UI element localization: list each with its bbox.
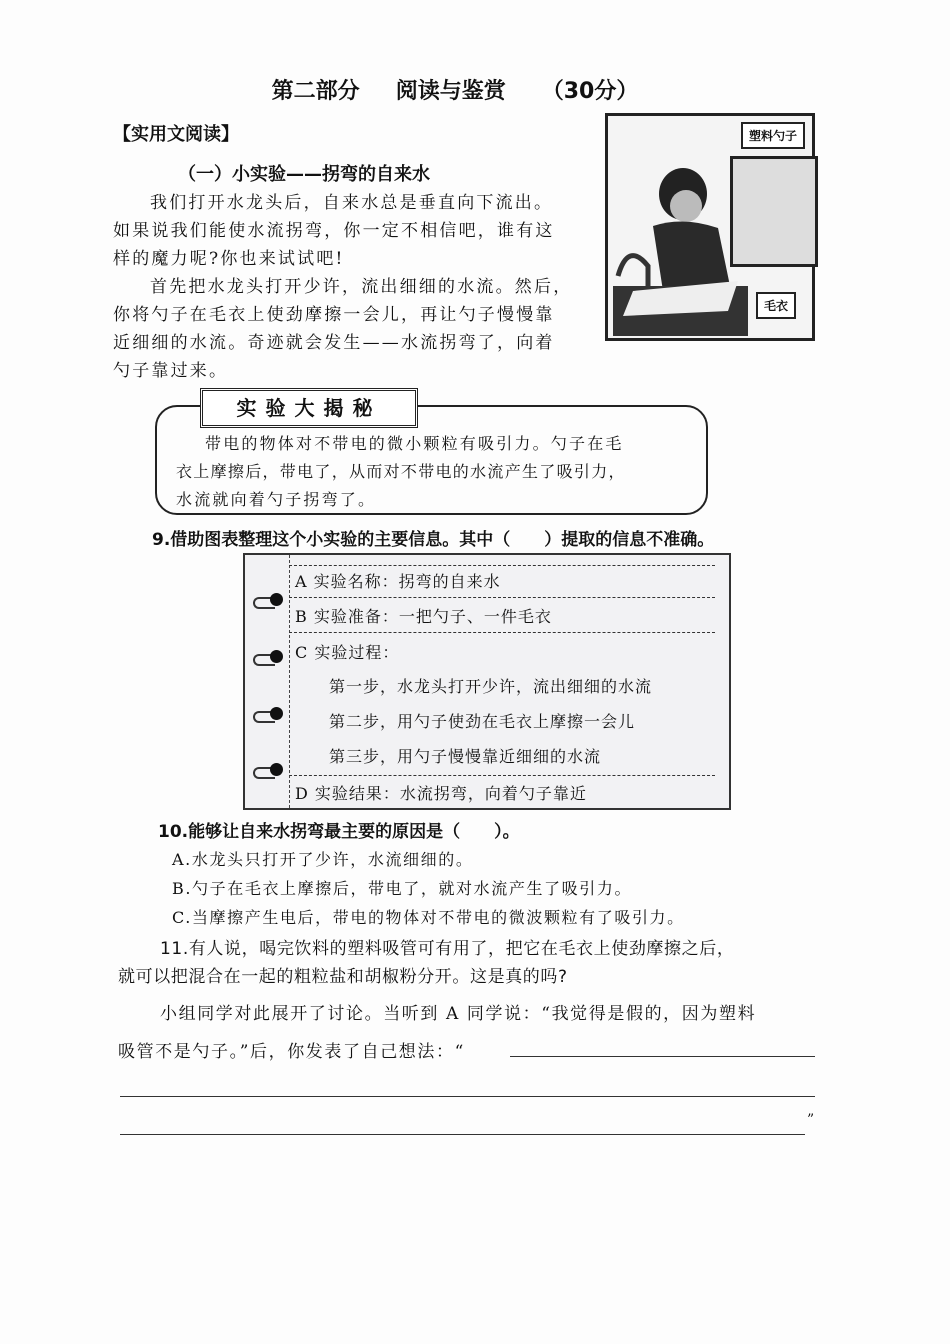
divider	[289, 597, 715, 598]
article-line: 如果说我们能使水流拐弯，你一定不相信吧，谁有这	[113, 221, 555, 241]
secret-line: 水流就向着勺子拐弯了。	[176, 490, 377, 509]
note-step: 第一步，水龙头打开少许，流出细细的水流	[329, 677, 653, 696]
section-label: 阅读与鉴赏	[395, 79, 506, 104]
question-9: 9.借助图表整理这个小实验的主要信息。其中（ ）提取的信息不准确。	[152, 530, 715, 550]
notes-card	[243, 553, 731, 810]
answer-line[interactable]	[510, 1056, 815, 1057]
section-heading: 【实用文阅读】	[113, 124, 239, 145]
discussion-line: 吸管不是勺子。”后，你发表了自己想法：“	[118, 1042, 465, 1062]
divider	[289, 632, 715, 633]
note-a: A 实验名称：拐弯的自来水	[295, 572, 501, 591]
article-line: 近细细的水流。奇迹就会发生——水流拐弯了，向着	[113, 333, 555, 353]
closing-quote: ”	[807, 1112, 815, 1128]
binder-ring	[253, 763, 283, 777]
secret-line: 带电的物体对不带电的微小颗粒有吸引力。勺子在毛	[205, 434, 624, 453]
note-c: C 实验过程：	[295, 643, 400, 662]
experiment-illustration	[605, 113, 815, 341]
margin-line	[289, 555, 290, 808]
divider	[289, 565, 715, 566]
secret-box-title: 实验大揭秘	[200, 388, 418, 428]
discussion-line: 小组同学对此展开了讨论。当听到 A 同学说：“我觉得是假的，因为塑料	[160, 1004, 757, 1024]
sweater-label: 毛衣	[756, 292, 796, 319]
divider	[289, 775, 715, 776]
article-line: 你将勺子在毛衣上使劲摩擦一会儿，再让勺子慢慢靠	[113, 305, 555, 325]
article-line: 我们打开水龙头后，自来水总是垂直向下流出。	[150, 193, 554, 213]
answer-line[interactable]	[120, 1134, 805, 1135]
binder-ring	[253, 707, 283, 721]
sweater-closeup	[730, 156, 818, 267]
part-title	[0, 74, 910, 105]
secret-line: 衣上摩擦后，带电了，从而对不带电的水流产生了吸引力，	[176, 462, 626, 481]
article-line: 首先把水龙头打开少许，流出细细的水流。然后，	[150, 277, 573, 297]
note-d: D 实验结果：水流拐弯，向着勺子靠近	[295, 784, 587, 803]
score-label: （30分）	[541, 79, 639, 104]
note-step: 第二步，用勺子使劲在毛衣上摩擦一会儿	[329, 712, 636, 731]
note-step: 第三步，用勺子慢慢靠近细细的水流	[329, 747, 602, 766]
option-b: B.勺子在毛衣上摩擦后，带电了，就对水流产生了吸引力。	[172, 879, 633, 898]
part-label: 第二部分	[271, 79, 360, 104]
option-c: C.当摩擦产生电后，带电的物体对不带电的微波颗粒有了吸引力。	[172, 908, 685, 927]
question-10: 10.能够让自来水拐弯最主要的原因是（ ）。	[158, 822, 520, 842]
option-a: A.水龙头只打开了少许，水流细细的。	[172, 850, 474, 869]
article-line: 勺子靠过来。	[113, 361, 229, 381]
spoon-label: 塑料勺子	[741, 122, 805, 149]
question-11: 11.有人说，喝完饮料的塑料吸管可有用了，把它在毛衣上使劲摩擦之后，	[160, 939, 735, 959]
binder-ring	[253, 650, 283, 664]
article-line: 样的魔力呢?你也来试试吧!	[113, 249, 345, 269]
binder-ring	[253, 593, 283, 607]
article-title: （一）小实验——拐弯的自来水	[178, 164, 430, 185]
answer-line[interactable]	[120, 1096, 815, 1097]
question-11-cont: 就可以把混合在一起的粗粒盐和胡椒粉分开。这是真的吗?	[118, 967, 568, 987]
note-b: B 实验准备：一把勺子、一件毛衣	[295, 607, 552, 626]
